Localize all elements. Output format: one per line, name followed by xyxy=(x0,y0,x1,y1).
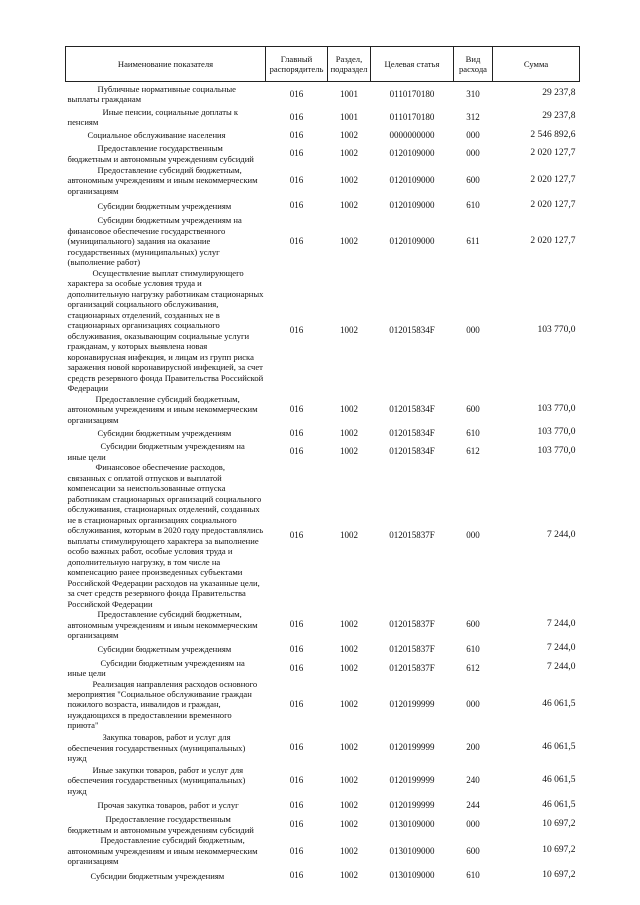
row-expense-type: 000 xyxy=(466,148,480,159)
row-target-item: 0120199999 xyxy=(389,699,435,710)
row-section: 1002 xyxy=(340,403,358,414)
row-chief-manager: 016 xyxy=(289,799,304,810)
row-section: 1001 xyxy=(340,88,358,99)
table-row xyxy=(66,679,580,731)
row-sum: 46 061,5 xyxy=(542,799,576,810)
row-section: 1002 xyxy=(340,148,358,159)
table-row xyxy=(66,143,580,164)
row-chief-manager: 016 xyxy=(289,775,304,786)
header-expense-type: Вид расхода xyxy=(454,47,493,82)
table-row xyxy=(66,658,580,679)
budget-table-container xyxy=(65,46,579,885)
row-expense-type: 610 xyxy=(466,427,480,438)
row-expense-type: 600 xyxy=(466,174,480,185)
row-section: 1002 xyxy=(340,446,358,457)
row-target-item: 012015834F xyxy=(389,403,435,414)
row-chief-manager: 016 xyxy=(289,845,304,856)
row-target-item: 0110170180 xyxy=(389,111,435,122)
row-name: Реализация направления расходов основного мероприятия "Социальное обслуживание граждан пожилого возраста, инвалидов и граждан, нуждающихся в предоставлении временного приюта" xyxy=(67,678,258,731)
row-chief-manager: 016 xyxy=(289,699,304,710)
row-name: Закупка товаров, работ и услуг для обеспечения государственных (муниципальных) нужд xyxy=(67,732,246,764)
row-name: Публичные нормативные социальные выплаты гражданам xyxy=(67,83,236,105)
row-name: Предоставление субсидий бюджетным, автономным учреждениям и иным некоммерческим организациям xyxy=(67,609,258,641)
row-chief-manager: 016 xyxy=(289,742,304,753)
table-row xyxy=(66,425,580,441)
row-name: Предоставление субсидий бюджетным, автономным учреждениям и иным некоммерческим организациям xyxy=(67,164,258,196)
table-row xyxy=(66,609,580,640)
row-chief-manager: 016 xyxy=(289,619,304,630)
row-section: 1002 xyxy=(340,742,358,753)
row-target-item: 0120199999 xyxy=(389,775,435,786)
row-target-item: 0130109000 xyxy=(389,819,435,830)
row-sum: 10 697,2 xyxy=(542,870,576,881)
row-target-item: 012015837F xyxy=(389,530,435,541)
header-target-item: Целевая статья xyxy=(371,47,454,82)
row-sum: 2 020 127,7 xyxy=(530,174,576,185)
row-section: 1002 xyxy=(340,530,358,541)
row-chief-manager: 016 xyxy=(289,662,304,673)
row-expense-type: 244 xyxy=(466,799,480,810)
table-row xyxy=(66,441,580,462)
table-row xyxy=(66,765,580,796)
row-name: Иные пенсии, социальные доплаты к пенсиям xyxy=(67,106,239,127)
table-row xyxy=(66,796,580,814)
row-section: 1002 xyxy=(340,427,358,438)
row-sum: 46 061,5 xyxy=(542,742,576,753)
row-expense-type: 600 xyxy=(466,619,480,630)
row-section: 1002 xyxy=(340,799,358,810)
row-expense-type: 612 xyxy=(466,662,480,673)
row-sum: 10 697,2 xyxy=(542,819,576,830)
row-name: Субсидии бюджетным учреждениям на иные цели xyxy=(67,657,245,679)
row-sum: 29 237,8 xyxy=(542,88,576,99)
budget-table xyxy=(65,46,580,885)
row-section: 1002 xyxy=(340,819,358,830)
row-expense-type: 600 xyxy=(466,403,480,414)
table-row xyxy=(66,867,580,885)
row-expense-type: 000 xyxy=(466,699,480,710)
row-section: 1002 xyxy=(340,845,358,856)
row-section: 1002 xyxy=(340,129,358,140)
row-name: Предоставление государственным бюджетным и автономным учреждениям субсидий xyxy=(67,143,254,164)
header-sum: Сумма xyxy=(493,47,580,82)
table-row xyxy=(66,127,580,143)
row-section: 1002 xyxy=(340,200,358,211)
row-expense-type: 600 xyxy=(466,845,480,856)
row-target-item: 012015834F xyxy=(389,446,435,457)
row-sum: 103 770,0 xyxy=(537,403,576,414)
row-section: 1002 xyxy=(340,325,358,336)
row-name: Субсидии бюджетным учреждениям xyxy=(97,643,232,654)
row-name: Предоставление субсидий бюджетным, автономным учреждениям и иным некоммерческим организациям xyxy=(67,393,258,425)
row-target-item: 012015834F xyxy=(389,427,435,438)
row-sum: 103 770,0 xyxy=(537,445,576,456)
row-sum: 103 770,0 xyxy=(537,324,576,335)
row-expense-type: 000 xyxy=(466,325,480,336)
row-sum: 2 546 892,6 xyxy=(530,129,576,140)
row-name: Социальное обслуживание населения xyxy=(87,130,226,141)
header-name: Наименование показателя xyxy=(66,47,266,82)
row-section: 1002 xyxy=(340,643,358,654)
table-row xyxy=(66,196,580,215)
row-chief-manager: 016 xyxy=(289,174,304,185)
row-name: Субсидии бюджетным учреждениям на иные цели xyxy=(67,441,245,462)
row-target-item: 0120109000 xyxy=(389,236,435,247)
row-section: 1002 xyxy=(340,699,358,710)
row-chief-manager: 016 xyxy=(289,325,304,336)
row-sum: 103 770,0 xyxy=(537,427,576,438)
row-name: Субсидии бюджетным учреждениям xyxy=(97,200,232,211)
row-sum: 29 237,8 xyxy=(542,111,576,122)
row-chief-manager: 016 xyxy=(289,427,304,438)
row-name: Иные закупки товаров, работ и услуг для обеспечения государственных (муниципальных) нужд xyxy=(67,764,246,796)
table-row xyxy=(66,164,580,196)
row-name: Осуществление выплат стимулирующего характера за особые условия труда и дополнительную нагрузку работникам стационарных организаций социального обслуживания, стационарных отделений, созданных не в стационарных организациях социального обслуживания, оказывающим социальные услуги гражданам, у которых выявлена новая коронавирусная инфекция, и лицам из групп риска заражения новой коронавирусной инфекцией, за счет средств резервного фонда Правительства Российской Федерации xyxy=(67,267,264,394)
table-row xyxy=(66,814,580,835)
row-expense-type: 611 xyxy=(466,236,480,247)
row-name: Финансовое обеспечение расходов, связанных с оплатой отпусков и выплатой компенсации за неиспользованные отпуска работникам стационарных организаций социального обслуживания, стационарных отделений, созданных не в стационарных организациях социального обслуживания, которым в 2020 году предоставлялись выплаты стимулирующего характера за выполнение особо важных работ, особые условия труда и дополнительную нагрузку, в том числе на компенсацию ранее произведенных субъектами Российской Федерации расходов на указанные цели, за счет средств резервного фонда Правительства Российской Федерации xyxy=(67,462,264,609)
row-section: 1002 xyxy=(340,775,358,786)
row-chief-manager: 016 xyxy=(289,236,304,247)
row-chief-manager: 016 xyxy=(289,643,304,654)
row-chief-manager: 016 xyxy=(289,200,304,211)
row-target-item: 012015837F xyxy=(389,619,435,630)
row-expense-type: 610 xyxy=(466,200,480,211)
row-name: Прочая закупка товаров, работ и услуг xyxy=(97,800,239,811)
table-row xyxy=(66,82,580,107)
table-row xyxy=(66,835,580,866)
table-row xyxy=(66,268,580,394)
row-sum: 46 061,5 xyxy=(542,774,576,785)
row-sum: 7 244,0 xyxy=(547,619,576,630)
row-sum: 46 061,5 xyxy=(542,698,576,709)
row-expense-type: 612 xyxy=(466,446,480,457)
header-chief-manager: Главный распорядитель xyxy=(266,47,328,82)
row-name: Субсидии бюджетным учреждениям xyxy=(90,870,225,881)
row-section: 1002 xyxy=(340,619,358,630)
table-row xyxy=(66,394,580,425)
row-chief-manager: 016 xyxy=(289,530,304,541)
row-expense-type: 000 xyxy=(466,129,480,140)
row-target-item: 012015834F xyxy=(389,325,435,336)
row-sum: 2 020 127,7 xyxy=(530,235,576,246)
row-sum: 2 020 127,7 xyxy=(530,148,576,159)
row-chief-manager: 016 xyxy=(289,446,304,457)
row-target-item: 012015837F xyxy=(389,643,435,654)
row-section: 1002 xyxy=(340,236,358,247)
row-sum: 7 244,0 xyxy=(547,662,576,673)
row-chief-manager: 016 xyxy=(289,88,304,99)
row-expense-type: 310 xyxy=(466,88,480,99)
row-target-item: 0130109000 xyxy=(389,845,435,856)
table-row xyxy=(66,731,580,765)
row-expense-type: 000 xyxy=(466,819,480,830)
row-section: 1002 xyxy=(340,174,358,185)
row-expense-type: 240 xyxy=(466,775,480,786)
row-sum: 7 244,0 xyxy=(547,643,576,654)
table-row xyxy=(66,215,580,267)
row-chief-manager: 016 xyxy=(289,819,304,830)
row-target-item: 012015837F xyxy=(389,662,435,673)
row-target-item: 0120109000 xyxy=(389,200,435,211)
row-name: Субсидии бюджетным учреждениям xyxy=(97,427,232,438)
row-target-item: 0130109000 xyxy=(389,870,435,881)
row-sum: 2 020 127,7 xyxy=(530,200,576,211)
table-row xyxy=(66,107,580,128)
row-section: 1002 xyxy=(340,662,358,673)
row-expense-type: 610 xyxy=(466,870,480,881)
row-target-item: 0120109000 xyxy=(389,174,435,185)
row-target-item: 0120109000 xyxy=(389,148,435,159)
row-expense-type: 312 xyxy=(466,111,480,122)
table-row xyxy=(66,641,580,658)
header-section: Раздел, подраздел xyxy=(328,47,371,82)
row-name: Субсидии бюджетным учреждениям на финансовое обеспечение государственного (муниципального) задания на оказание государственных (муниципальных) услуг (выполнение работ) xyxy=(67,215,242,268)
row-chief-manager: 016 xyxy=(289,111,304,122)
row-name: Предоставление государственным бюджетным и автономным учреждениям субсидий xyxy=(67,814,254,835)
row-expense-type: 610 xyxy=(466,643,480,654)
row-sum: 7 244,0 xyxy=(547,529,576,540)
row-chief-manager: 016 xyxy=(289,870,304,881)
row-sum: 10 697,2 xyxy=(542,845,576,856)
row-target-item: 0110170180 xyxy=(389,88,435,99)
row-name: Предоставление субсидий бюджетным, автономным учреждениям и иным некоммерческим организациям xyxy=(67,835,258,867)
row-chief-manager: 016 xyxy=(289,148,304,159)
row-chief-manager: 016 xyxy=(289,129,304,140)
table-row xyxy=(66,462,580,609)
row-target-item: 0000000000 xyxy=(389,129,435,140)
row-chief-manager: 016 xyxy=(289,403,304,414)
row-section: 1002 xyxy=(340,870,358,881)
row-target-item: 0120199999 xyxy=(389,799,435,810)
row-expense-type: 000 xyxy=(466,530,480,541)
row-target-item: 0120199999 xyxy=(389,742,435,753)
row-expense-type: 200 xyxy=(466,742,480,753)
table-header-row xyxy=(66,47,580,82)
row-section: 1001 xyxy=(340,111,358,122)
